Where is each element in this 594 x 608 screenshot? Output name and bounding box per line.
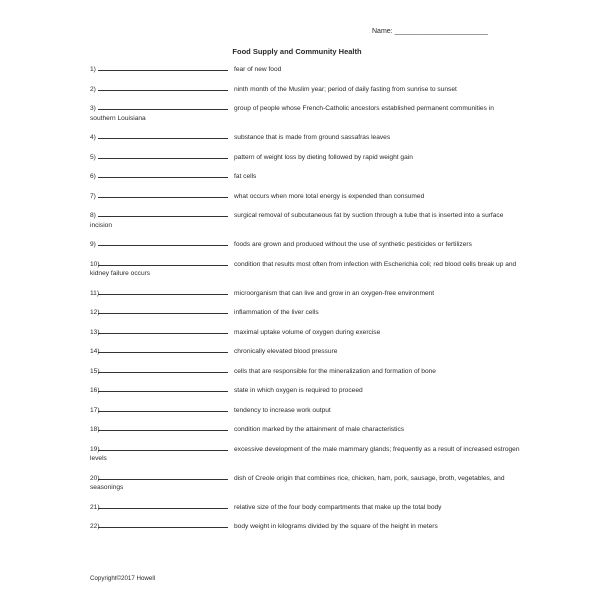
question-item [90, 473, 520, 493]
name-label: Name: [372, 28, 393, 35]
question-item [90, 210, 520, 230]
question-number: 10) [90, 260, 100, 268]
question-item [90, 171, 520, 182]
question-item [90, 502, 520, 513]
question-item [90, 405, 520, 416]
answer-blank [98, 521, 228, 528]
question-number: 12) [90, 309, 100, 316]
question-item [90, 103, 520, 123]
name-blank: ________________________ [394, 28, 489, 35]
question-number: 9) [90, 241, 96, 248]
question-definition: substance that is made from ground sassafras leaves [234, 134, 391, 141]
answer-blank [98, 385, 228, 392]
question-number: 6) [90, 173, 96, 180]
question-item [90, 84, 520, 95]
answer-blank [98, 444, 228, 451]
question-number: 15) [90, 367, 100, 375]
question-item [90, 521, 520, 532]
question-definition: pattern of weight loss by dieting followed by rapid weight gain [234, 153, 413, 161]
question-number: 19) [90, 445, 100, 453]
question-number: 7) [90, 192, 96, 200]
question-item [90, 444, 520, 464]
question-definition: fear of new food [234, 66, 282, 73]
question-definition: microorganism that can live and grow in an oxygen-free environment [234, 289, 435, 297]
answer-blank [98, 239, 228, 246]
question-number: 14) [90, 348, 100, 355]
question-number: 20) [90, 474, 100, 482]
answer-blank [98, 346, 228, 353]
question-definition: condition marked by the attainment of male characteristics [234, 426, 405, 433]
answer-blank [98, 424, 228, 431]
question-definition: chronically elevated blood pressure [234, 348, 338, 355]
name-field [372, 28, 488, 35]
question-item [90, 259, 520, 279]
question-item [90, 327, 520, 338]
question-number: 11) [90, 289, 100, 297]
answer-blank [98, 327, 228, 334]
answer-blank [98, 366, 228, 373]
question-number: 4) [90, 134, 96, 141]
answer-blank [98, 84, 228, 91]
copyright-notice: Copyright©2017 Howell [90, 575, 156, 582]
question-number: 5) [90, 153, 96, 161]
answer-blank [98, 288, 228, 295]
question-number: 8) [90, 212, 96, 219]
page-title: Food Supply and Community Health [232, 47, 362, 56]
answer-blank [98, 103, 228, 110]
question-definition: surgical removal of subcutaneous fat by suction through a tube that is inserted into a surface incision [90, 212, 504, 229]
question-item [90, 346, 520, 357]
question-definition: ninth month of the Muslim year; period of daily fasting from sunrise to sunset [234, 85, 457, 93]
question-definition: tendency to increase work output [234, 406, 331, 414]
question-item [90, 424, 520, 435]
question-definition: inflammation of the liver cells [234, 309, 319, 316]
answer-blank [98, 502, 228, 509]
question-definition: fat cells [234, 173, 257, 180]
question-definition: condition that results most often from infection with Escherichia coli; red blood cells break up and kidney failure occurs [90, 260, 517, 277]
question-list [90, 64, 520, 541]
answer-blank [98, 191, 228, 198]
question-item [90, 64, 520, 75]
question-definition: maximal uptake volume of oxygen during exercise [234, 328, 381, 336]
question-item [90, 191, 520, 202]
question-number: 17) [90, 406, 100, 414]
question-item [90, 307, 520, 318]
question-number: 21) [90, 503, 100, 511]
question-definition: what occurs when more total energy is expended than consumed [234, 192, 425, 200]
question-definition: relative size of the four body compartments that make up the total body [234, 503, 442, 511]
answer-blank [98, 132, 228, 139]
question-definition: dish of Creole origin that combines rice, chicken, ham, pork, sausage, broth, vegetables, and seasonings [90, 474, 505, 491]
question-definition: state in which oxygen is required to proceed [234, 387, 363, 394]
answer-blank [98, 473, 228, 480]
question-definition: body weight in kilograms divided by the square of the height in meters [234, 523, 438, 530]
question-definition: foods are grown and produced without the use of synthetic pesticides or fertilizers [234, 241, 472, 248]
question-item [90, 385, 520, 396]
question-number: 2) [90, 85, 96, 93]
question-item [90, 366, 520, 377]
question-number: 3) [90, 105, 96, 112]
question-definition: group of people whose French-Catholic ancestors established permanent communities in southern Louisiana [90, 105, 494, 122]
question-item [90, 132, 520, 143]
answer-blank [98, 307, 228, 314]
answer-blank [98, 405, 228, 412]
question-number: 13) [90, 328, 100, 336]
question-item [90, 288, 520, 299]
question-item [90, 239, 520, 250]
answer-blank [98, 171, 228, 178]
question-item [90, 152, 520, 163]
answer-blank [98, 259, 228, 266]
question-number: 18) [90, 426, 100, 433]
question-number: 16) [90, 387, 100, 394]
answer-blank [98, 64, 228, 71]
question-number: 22) [90, 523, 100, 530]
question-definition: excessive development of the male mammary glands; frequently as a result of increased estrogen levels [90, 445, 520, 462]
question-definition: cells that are responsible for the mineralization and formation of bone [234, 367, 436, 375]
answer-blank [98, 210, 228, 217]
question-number: 1) [90, 66, 96, 73]
answer-blank [98, 152, 228, 159]
